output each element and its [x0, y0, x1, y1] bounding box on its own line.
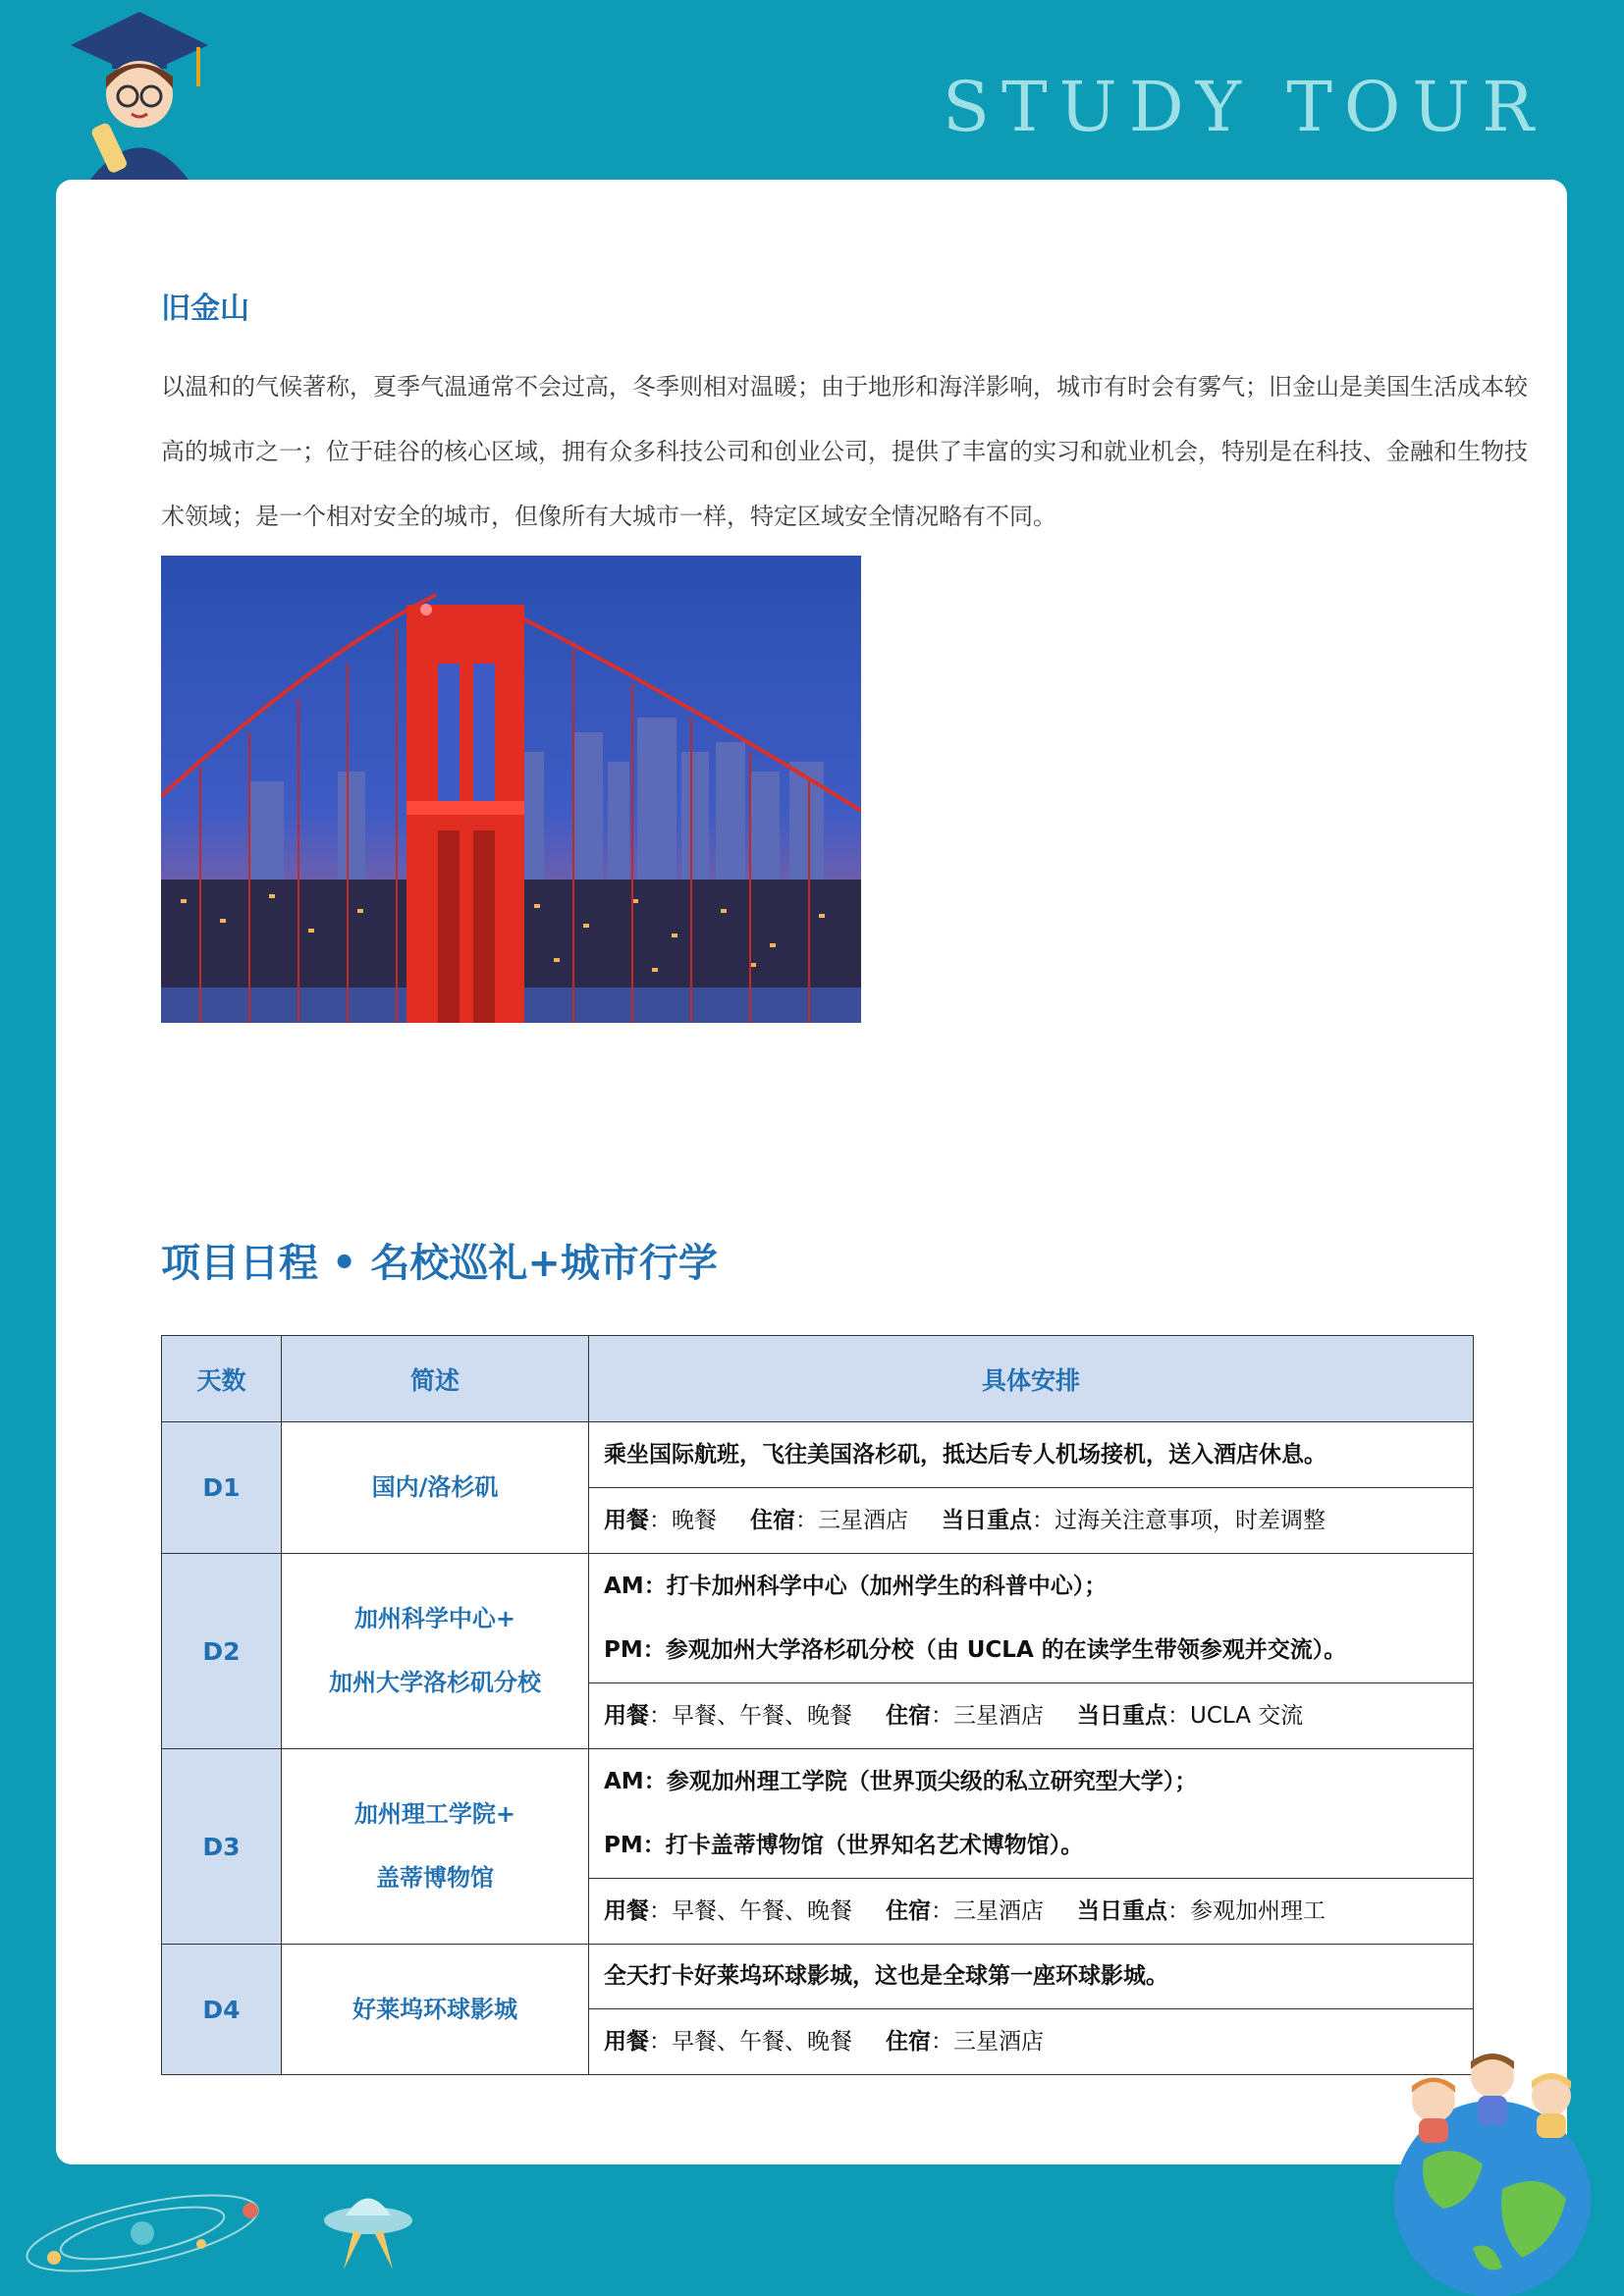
meal-value: 早餐、午餐、晚餐: [672, 1898, 852, 1924]
stay-value: 三星酒店: [818, 1508, 908, 1533]
day-cell: D1: [162, 1422, 282, 1554]
meal-value: 早餐、午餐、晚餐: [672, 1703, 852, 1729]
meal-cell: 用餐：晚餐 住宿：三星酒店 当日重点：过海关注意事项，时差调整: [589, 1488, 1474, 1554]
meal-label: 用餐: [604, 2029, 649, 2055]
stay-label: 住宿: [886, 1703, 931, 1729]
table-row: [162, 1945, 1474, 2009]
summary-line: 加州科学中心+: [353, 1605, 516, 1632]
meal-cell: 用餐：早餐、午餐、晚餐 住宿：三星酒店 当日重点：参观加州理工: [589, 1879, 1474, 1945]
stay-value: 三星酒店: [953, 1898, 1044, 1924]
content-card: [56, 180, 1567, 2164]
golden-gate-photo: [161, 556, 861, 1023]
meal-value: 晚餐: [672, 1508, 717, 1533]
city-title: 旧金山: [161, 292, 249, 326]
plan-cell: [589, 1554, 1474, 1683]
plan-line: PM：打卡盖蒂博物馆（世界知名艺术博物馆）。: [604, 1832, 1084, 1858]
meal-value: 早餐、午餐、晚餐: [672, 2029, 852, 2055]
plan-line: 全天打卡好莱坞环球影城，这也是全球第一座环球影城。: [604, 1963, 1168, 1989]
summary-line: 好莱坞环球影城: [352, 1995, 517, 2023]
header-summary: 简述: [282, 1336, 589, 1422]
meal-cell: 用餐：早餐、午餐、晚餐 住宿：三星酒店: [589, 2009, 1474, 2075]
header-day: 天数: [162, 1336, 282, 1422]
summary-cell: [282, 1422, 589, 1554]
header-detail: 具体安排: [589, 1336, 1474, 1422]
focus-label: 当日重点: [942, 1508, 1032, 1533]
plan-line: 乘坐国际航班，飞往美国洛杉矶，抵达后专人机场接机，送入酒店休息。: [604, 1441, 1326, 1468]
table-row: [162, 1422, 1474, 1488]
summary-cell: [282, 1749, 589, 1945]
focus-label: 当日重点: [1077, 1703, 1167, 1729]
plan-cell: [589, 1945, 1474, 2009]
meal-label: 用餐: [604, 1703, 649, 1729]
meal-label: 用餐: [604, 1508, 649, 1533]
globe-kids-illustration: [1355, 2032, 1624, 2296]
stay-value: 三星酒店: [953, 2029, 1044, 2055]
summary-line: 盖蒂博物馆: [376, 1864, 494, 1892]
table-row: [162, 1749, 1474, 1879]
meal-cell: 用餐：早餐、午餐、晚餐 住宿：三星酒店 当日重点：UCLA 交流: [589, 1683, 1474, 1749]
summary-line: 加州理工学院+: [353, 1800, 516, 1828]
day-cell: D2: [162, 1554, 282, 1749]
city-description: 以温和的气候著称，夏季气温通常不会过高，冬季则相对温暖；由于地形和海洋影响，城市有时会有雾气；旧金山是美国生活成本较高的城市之一；位于硅谷的核心区域，拥有众多科技公司和创业公司，提供了丰富的实习和就业机会，特别是在科技、金融和生物技术领域；是一个相对安全的城市，但像所有大城市一样，特定区域安全情况略有不同。: [161, 373, 1528, 530]
schedule-table: [161, 1335, 1474, 2075]
plan-cell: [589, 1749, 1474, 1879]
summary-cell: [282, 1945, 589, 2075]
plan-line: AM：参观加州理工学院（世界顶尖级的私立研究型大学）；: [604, 1768, 1198, 1794]
stay-label: 住宿: [750, 1508, 795, 1533]
table-row: [162, 1554, 1474, 1683]
ufo-illustration: [314, 2171, 422, 2279]
plan-line: AM：打卡加州科学中心（加州学生的科普中心）；: [604, 1573, 1108, 1599]
summary-line: 国内/洛杉矶: [371, 1473, 499, 1501]
summary-cell: [282, 1554, 589, 1749]
plan-cell: [589, 1422, 1474, 1488]
day-cell: D3: [162, 1749, 282, 1945]
stay-label: 住宿: [886, 1898, 931, 1924]
summary-line: 加州大学洛杉矶分校: [329, 1669, 541, 1696]
stay-value: 三星酒店: [953, 1703, 1044, 1729]
schedule-title: 项目日程 • 名校巡礼+城市行学: [161, 1241, 718, 1286]
plan-line: PM：参观加州大学洛杉矶分校（由 UCLA 的在读学生带领参观并交流）。: [604, 1636, 1347, 1663]
graduate-illustration: [61, 8, 218, 180]
planet-orbit-illustration: [15, 2179, 270, 2287]
meal-label: 用餐: [604, 1898, 649, 1924]
day-cell: D4: [162, 1945, 282, 2075]
focus-value: UCLA 交流: [1190, 1703, 1304, 1729]
stay-label: 住宿: [886, 2029, 931, 2055]
focus-value: 过海关注意事项，时差调整: [1055, 1508, 1326, 1533]
focus-value: 参观加州理工: [1190, 1898, 1326, 1924]
focus-label: 当日重点: [1077, 1898, 1167, 1924]
header-title: STUDY TOUR: [943, 67, 1545, 147]
